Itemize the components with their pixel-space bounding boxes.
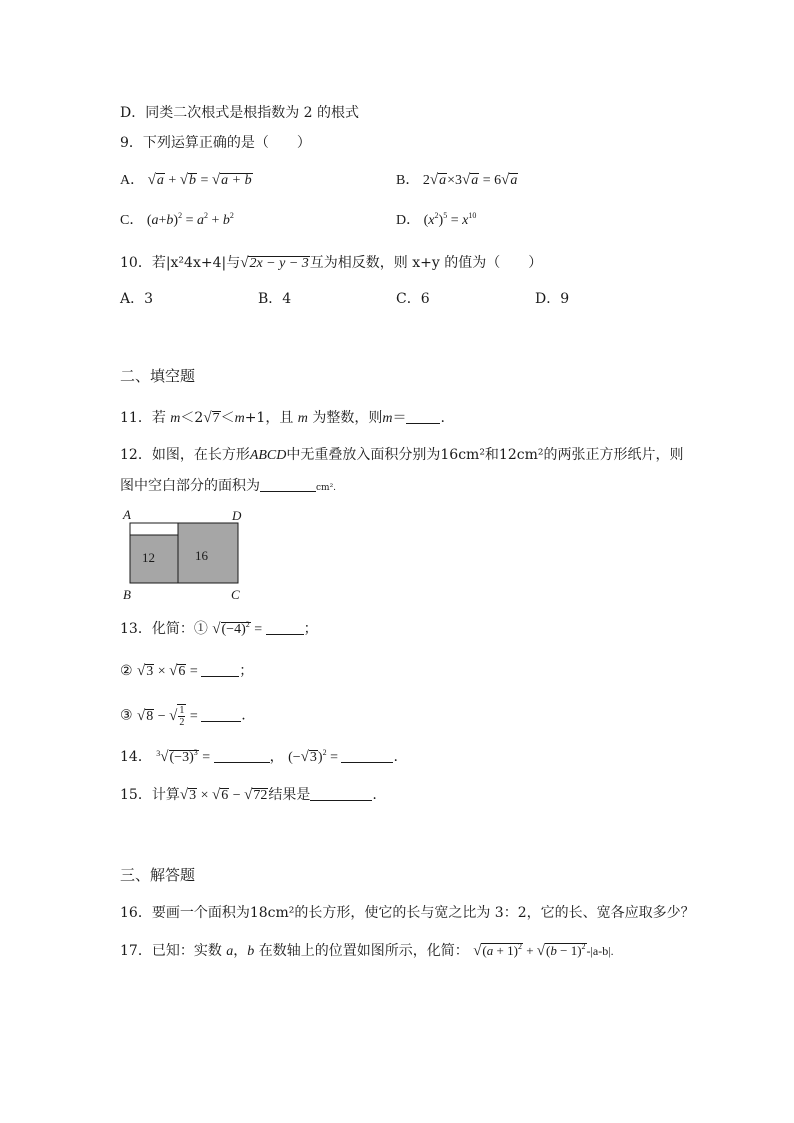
q12-text: 图中空白部分的面积为 [120, 478, 260, 494]
q9-option-c: C． $(a+b)^2 = a^2 + b^2$ [120, 211, 234, 228]
q10-option-a: A．3 [120, 291, 154, 307]
q16-stem: 16．要画一个面积为18cm²的长方形，使它的长与宽之比为 3：2，它的长、宽各应取多少？ [120, 905, 695, 921]
q12-abcd: ABCD [249, 448, 287, 463]
q15-stem: 15．计算√3 × √6 − √72结果是 . [120, 787, 377, 803]
q9-option-a: A． √a + √b = √a + b [120, 172, 252, 188]
q13-circle-2: ② [120, 663, 133, 679]
var-m: m [297, 411, 308, 426]
q11-radicand: 7 [212, 411, 220, 426]
vertex-c: C [231, 587, 240, 602]
q13-text: ； [239, 663, 254, 679]
section-fill-in-heading: 二、填空题 [120, 367, 196, 385]
q12-figure [118, 506, 252, 604]
q15-text: . [372, 787, 377, 803]
q11-label: 11．若 [120, 410, 166, 426]
q10-option-b: B．4 [258, 291, 292, 307]
q10-option-c: C．6 [396, 291, 430, 307]
q14-label: 14． [120, 749, 152, 765]
q11-text: ＜2 [180, 410, 204, 426]
answer-blank[interactable] [406, 411, 440, 424]
square-small-label: 12 [142, 550, 155, 565]
q11-stem: 11．若 m＜2√7＜m+1，且 m 为整数，则m＝ . [120, 410, 445, 426]
q13-part1: 13．化简：① $√(-4)^2$ = ； [120, 620, 318, 637]
q13-circle-3: ③ [120, 707, 133, 724]
var-m: m [170, 411, 181, 426]
var-a: a [226, 944, 234, 959]
q10-stem-post: 互为相反数，则 x+y 的值为（ ） [309, 255, 543, 271]
q9-stem: 9．下列运算正确的是（ ） [120, 135, 311, 151]
q11-text: ＝ [392, 410, 407, 426]
q15-label: 15．计算 [120, 787, 180, 803]
q17-text: 在数轴上的位置如图所示，化简： [258, 943, 469, 959]
q15-text: 结果是 [268, 787, 311, 803]
q11-text: 为整数，则 [312, 410, 383, 426]
q17-text: ， [233, 943, 248, 959]
q12-line2 [120, 477, 336, 497]
q17-stem: 17．已知：实数 a，b 在数轴上的位置如图所示，化简： $√(a + 1)^2 + √(b - 1)^2-|a-b|$. [120, 942, 614, 959]
square-large-label: 16 [195, 548, 208, 563]
q13-text: ； [303, 621, 318, 637]
q9-option-b: B． 2√a×3√a = 6√a [396, 172, 518, 188]
vertex-d: D [232, 508, 242, 523]
option-label: A． [120, 173, 145, 188]
q14-text: ， [269, 749, 284, 765]
q10-option-d: D．9 [535, 291, 570, 307]
var-b: b [247, 944, 255, 959]
q11-text: ＜ [220, 410, 235, 426]
q13-text: . [241, 707, 246, 724]
answer-blank[interactable] [260, 479, 316, 492]
option-label: B． [396, 173, 420, 188]
q12-unit: cm². [316, 483, 337, 493]
q13-label: 13．化简：① [120, 621, 208, 637]
q17-tail: -|a-b|. [586, 944, 614, 958]
answer-blank[interactable] [201, 664, 239, 677]
q14-stem: 14． $^3√(-3)^3$ = ， $(-√3)^2$ = . [120, 748, 398, 765]
q10-stem: 10．若|x²4x+4|与√2x − y − 3互为相反数，则 x+y 的值为（ ） [120, 255, 543, 271]
var-m: m [382, 411, 393, 426]
q17-text: 17．已知：实数 [120, 943, 222, 959]
q13-part3: ③ √8 − √ $\frac{1}{2}$ = . [120, 705, 246, 728]
var-m: m [234, 411, 245, 426]
q10-radicand: 2x − y − 3 [249, 256, 309, 271]
option-label: D． [396, 213, 421, 228]
answer-blank[interactable] [201, 709, 241, 722]
q12-text: 中无重叠放入面积分别为16cm²和12cm²的两张正方形纸片，则 [286, 447, 684, 463]
q8-option-d: D．同类二次根式是根指数为 2 的根式 [120, 105, 360, 121]
answer-blank[interactable] [266, 622, 304, 635]
square-large [178, 523, 238, 583]
q12-line1 [120, 446, 683, 465]
q11-text: +1，且 [244, 410, 294, 426]
answer-blank[interactable] [310, 788, 372, 801]
vertex-b: B [123, 587, 131, 602]
vertex-a: A [123, 507, 131, 522]
option-label: C． [120, 213, 144, 228]
q13-part2: ② √3 × √6 = ； [120, 663, 254, 679]
q10-stem-pre: 10．若|x²4x+4|与 [120, 255, 241, 271]
section-answer-heading: 三、解答题 [120, 866, 196, 884]
answer-blank[interactable] [214, 750, 270, 763]
q11-text: . [440, 410, 445, 426]
q9-option-d: D． $(x^2)^5 = x^{10}$ [396, 211, 477, 228]
q12-text: 12．如图，在长方形 [120, 447, 250, 463]
answer-blank[interactable] [341, 750, 393, 763]
q14-text: . [393, 749, 398, 765]
